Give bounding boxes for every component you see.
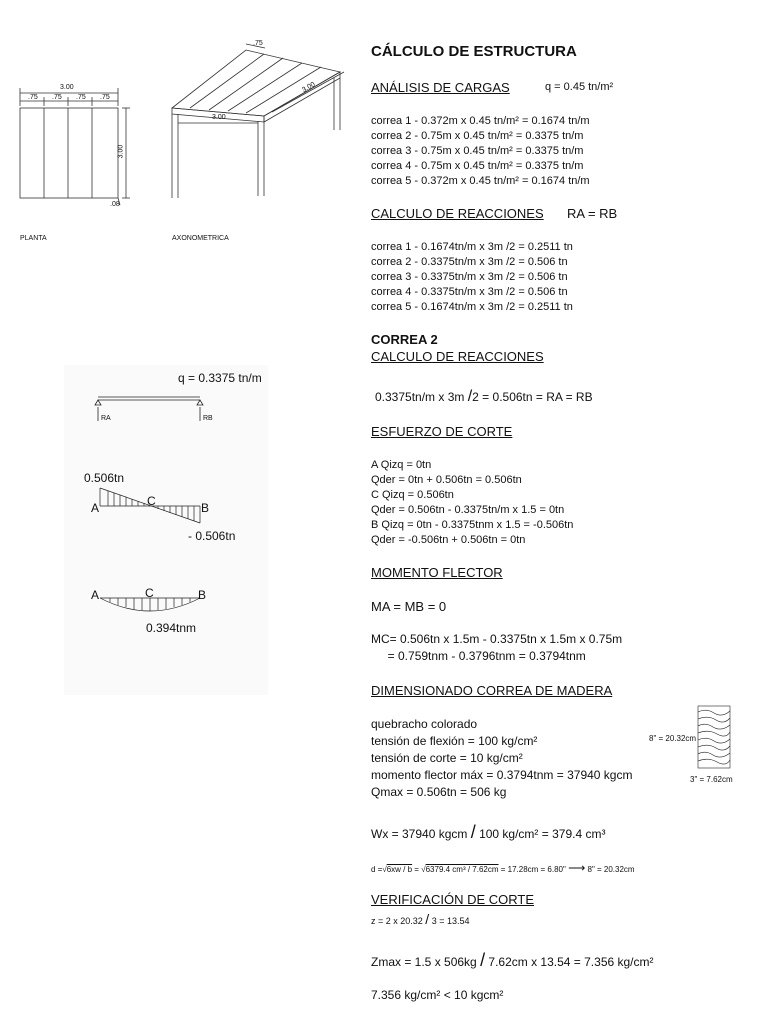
moment-c-line2: = 0.759tnm - 0.3796tnm = 0.3794tnm [371,649,586,663]
shear-heading: ESFUERZO DE CORTE [371,424,513,439]
loads-line: correa 4 - 0.75m x 0.45 tn/m² = 0.3375 tn/m [371,160,584,172]
verification-heading: VERIFICACIÓN DE CORTE [371,892,535,907]
axo-dim-front: 3.00 [212,114,226,121]
zmax-formula: Zmax = 1.5 x 506kg / 7.62cm x 13.54 = 7.356 kg/cm² [371,950,654,970]
doc-title: CÁLCULO DE ESTRUCTURA [371,43,577,60]
shear-bottom-value: - 0.506tn [188,529,236,543]
moment-value: 0.394tnm [146,621,197,635]
plan-dim-bottom: .08 [110,201,120,208]
reactions-heading: CALCULO DE REACCIONES [371,206,544,221]
reactions-line: correa 4 - 0.3375tn/m x 3m /2 = 0.506 tn [371,286,568,298]
moment-heading: MOMENTO FLECTOR [371,565,503,580]
load-q-label: q = 0.3375 tn/m [178,371,262,385]
reactions-list [371,240,573,315]
shear-line: A Qizq = 0tn [371,459,432,471]
reactions-line: correa 1 - 0.1674tn/m x 3m /2 = 0.2511 tn [371,241,573,253]
correa2-reaction-eq: 0.3375tn/m x 3m /2 = 0.506tn = RA = RB [375,388,593,405]
moment-a-label: A [91,588,100,602]
plan-drawing [0,0,360,260]
dimension-line: tensión de flexión = 100 kg/cm² [371,734,538,748]
plan-dim-b: .75 [52,94,62,101]
loads-q: q = 0.45 tn/m² [545,81,614,93]
loads-line: correa 3 - 0.75m x 0.45 tn/m² = 0.3375 tn/m [371,145,584,157]
reactions-eq: RA = RB [567,206,618,221]
plan-dim-side: 3.00 [117,144,125,159]
shear-line: Qder = -0.506tn + 0.506tn = 0tn [371,534,526,546]
moment-b-label: B [198,588,207,602]
loads-list [371,114,590,189]
shear-b-label: B [201,501,210,515]
loads-line: correa 1 - 0.372m x 0.45 tn/m² = 0.1674 tn/m [371,115,590,127]
reactions-line: correa 5 - 0.1674tn/m x 3m /2 = 0.2511 tn [371,301,573,313]
axo-dim-top: .75 [253,40,263,47]
dimension-list [371,716,632,801]
moment-c-line1: MC= 0.506tn x 1.5m - 0.3375tn x 1.5m x 0.75m [371,632,623,646]
wood-height-label: 8" = 20.32cm [649,734,697,743]
loads-line: correa 2 - 0.75m x 0.45 tn/m² = 0.3375 tn/m [371,130,584,142]
correa2-heading: CORREA 2 [371,332,438,347]
dimension-line: Qmax = 0.506tn = 506 kg [371,785,507,799]
shear-line: C Qizq = 0.506tn [371,489,454,501]
ra-label: RA [101,415,111,422]
moment-ab: MA = MB = 0 [371,599,447,614]
shear-a-label: A [91,501,100,515]
rb-label: RB [203,415,213,422]
plan-dim-a: .75 [28,94,38,101]
loads-line: correa 5 - 0.372m x 0.45 tn/m² = 0.1674 tn/m [371,175,590,187]
final-check: 7.356 kg/cm² < 10 kgcm² [371,988,504,1002]
correa2-reactions-heading: CALCULO DE REACCIONES [371,349,544,364]
axo-dim-diag: 3.00 [301,81,317,94]
dimension-line: tensión de corte = 10 kg/cm² [371,751,523,765]
dimension-heading: DIMENSIONADO CORREA DE MADERA [371,683,613,698]
d-formula: d =√6xw / b = √6379.4 cm³ / 7.62cm = 17.28cm = 6.80" ⟶ 8" = 20.32cm [371,861,635,875]
shear-line: Qder = 0.506tn - 0.3375tn/m x 1.5 = 0tn [371,504,565,516]
moment-c-label: C [145,586,154,600]
z-formula: z = 2 x 20.32 / 3 = 13.54 [371,911,470,927]
plan-dim-total: 3.00 [60,84,74,91]
shear-c-label: C [147,494,156,508]
reactions-line: correa 3 - 0.3375tn/m x 3m /2 = 0.506 tn [371,271,568,283]
dimension-line: momento flector máx = 0.3794tnm = 37940 kgcm [371,768,633,782]
reactions-line: correa 2 - 0.3375tn/m x 3m /2 = 0.506 tn [371,256,568,268]
shear-top-value: 0.506tn [84,471,125,485]
wx-formula: Wx = 37940 kgcm / 100 kg/cm² = 379.4 cm³ [371,822,606,842]
plan-dim-d: .75 [100,94,110,101]
shear-line: B Qizq = 0tn - 0.3375tnm x 1.5 = -0.506tn [371,519,574,531]
loads-heading: ANÁLISIS DE CARGAS [371,80,510,95]
axo-label: AXONOMETRICA [172,235,229,242]
shear-list [371,458,573,548]
plan-dim-c: .75 [76,94,86,101]
wood-section-drawing [696,704,732,772]
dimension-line: quebracho colorado [371,717,478,731]
wood-width-label: 3" = 7.62cm [690,775,733,784]
shear-line: Qder = 0tn + 0.506tn = 0.506tn [371,474,522,486]
plan-label: PLANTA [20,235,47,242]
